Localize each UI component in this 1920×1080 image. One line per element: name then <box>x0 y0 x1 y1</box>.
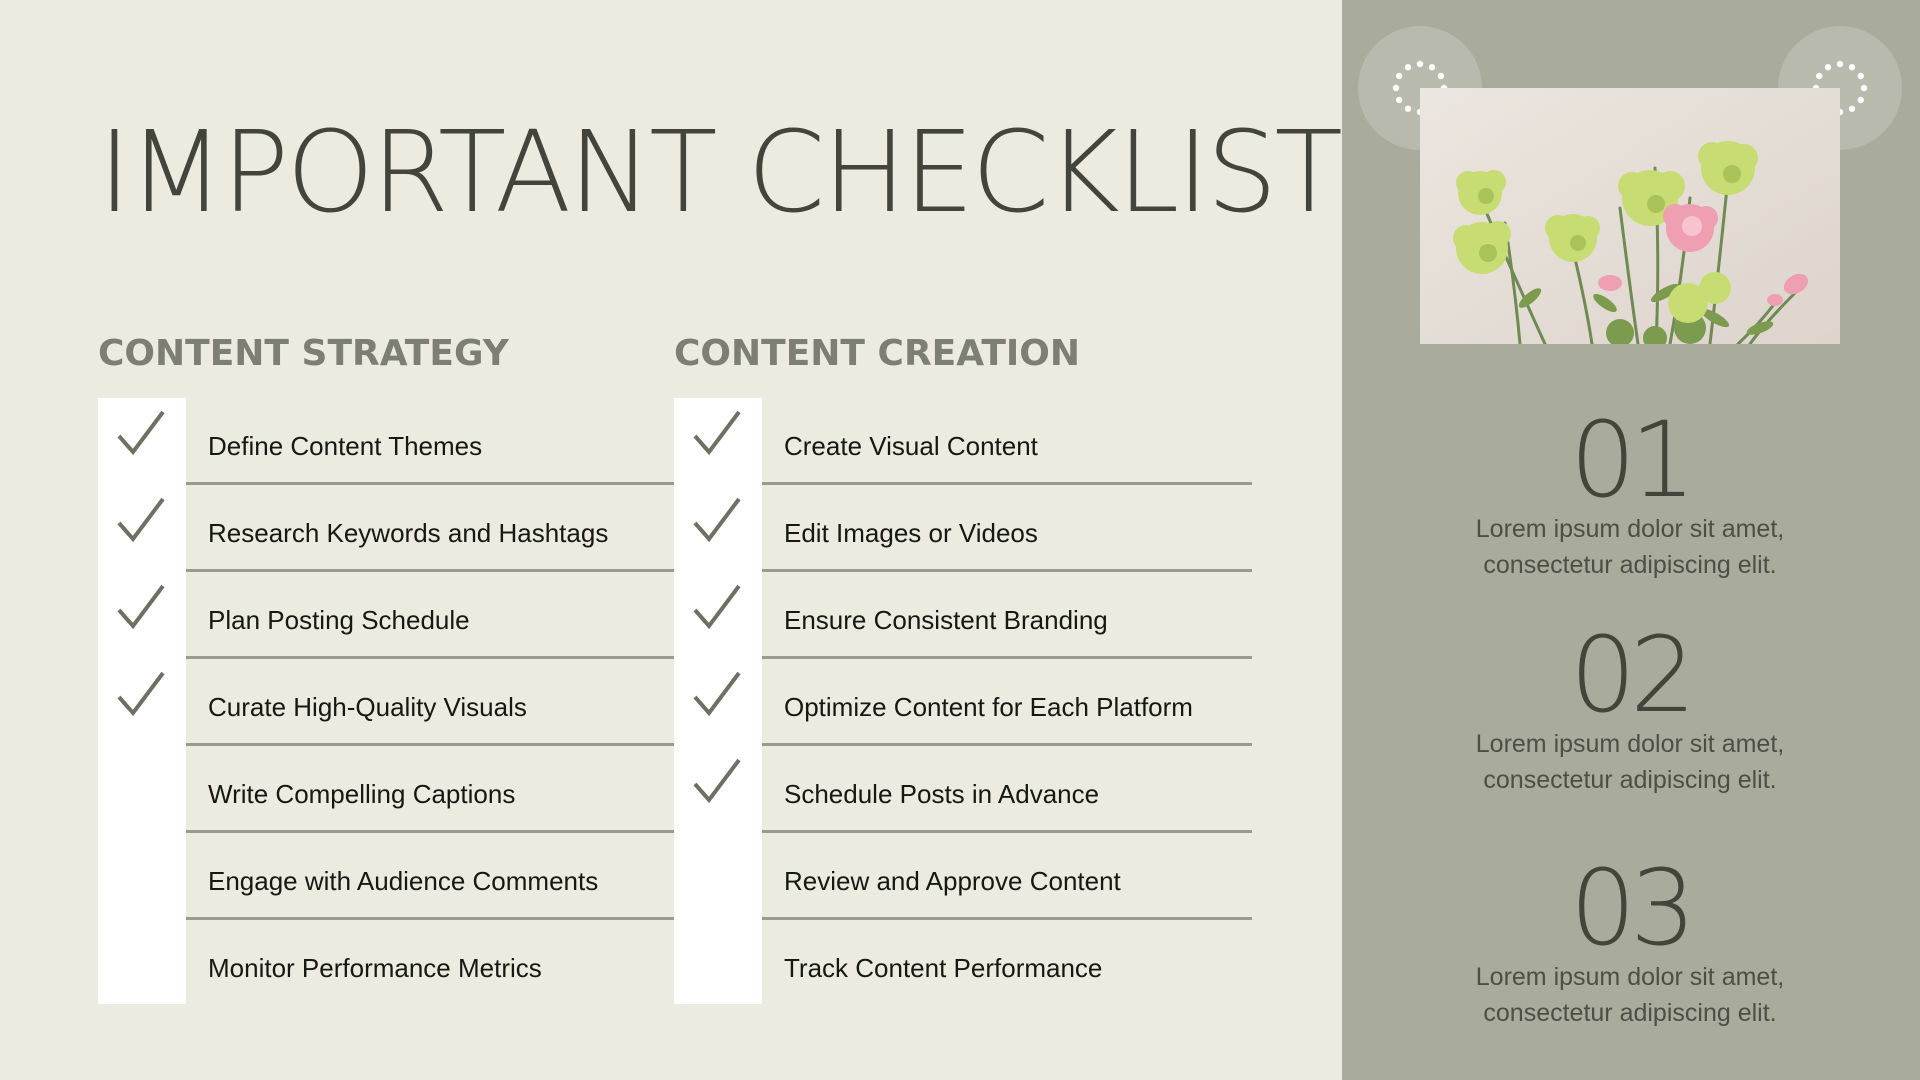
checkbox[interactable] <box>674 920 762 1004</box>
checklist-item-label: Ensure Consistent Branding <box>784 605 1108 635</box>
checklist-row <box>674 833 1252 920</box>
checkbox[interactable] <box>98 398 186 485</box>
checkbox[interactable] <box>98 485 186 572</box>
checklist-row <box>98 833 676 920</box>
step-item <box>1400 847 1860 1032</box>
step-description-line: consectetur adipiscing elit. <box>1483 551 1777 579</box>
step-description-line: consectetur adipiscing elit. <box>1483 999 1777 1027</box>
checkbox[interactable] <box>98 920 186 1004</box>
content-strategy-column <box>98 328 676 1004</box>
column-heading: CONTENT CREATION <box>674 333 1081 374</box>
checklist-item-label: Track Content Performance <box>784 953 1103 983</box>
checkbox[interactable] <box>674 572 762 659</box>
step-number: 03 <box>1569 847 1691 969</box>
checklist-row <box>98 572 676 659</box>
step-item <box>1400 399 1860 584</box>
checkmark-icon <box>692 408 744 460</box>
checklist-item-label: Edit Images or Videos <box>784 518 1038 548</box>
step-description-line: consectetur adipiscing elit. <box>1483 766 1777 794</box>
checklist-row <box>674 398 1252 485</box>
checkbox[interactable] <box>98 572 186 659</box>
checklist-item-label: Engage with Audience Comments <box>208 866 599 896</box>
checkmark-icon <box>692 756 744 808</box>
checklist-item-label: Review and Approve Content <box>784 866 1121 896</box>
checklist-item-label: Create Visual Content <box>784 431 1038 461</box>
checkbox[interactable] <box>674 398 762 485</box>
checkmark-icon <box>116 408 168 460</box>
checklist-row <box>674 746 1252 833</box>
step-item <box>1400 614 1860 799</box>
checkbox[interactable] <box>674 746 762 833</box>
checklist-row <box>674 659 1252 746</box>
checkmark-icon <box>692 582 744 634</box>
checklist-row <box>674 485 1252 572</box>
checklist-row <box>98 485 676 572</box>
checklist-row <box>98 920 676 1004</box>
flower-photo <box>1420 88 1840 344</box>
step-description-line: Lorem ipsum dolor sit amet, <box>1475 730 1785 758</box>
checklist-item-label: Write Compelling Captions <box>208 779 516 809</box>
checkbox[interactable] <box>98 746 186 833</box>
checklist-row <box>674 572 1252 659</box>
checklist-item-label: Plan Posting Schedule <box>208 605 470 635</box>
checkmark-icon <box>116 495 168 547</box>
checklist-row <box>98 659 676 746</box>
checkmark-icon <box>692 669 744 721</box>
step-description-line: Lorem ipsum dolor sit amet, <box>1475 515 1785 543</box>
checklist-item-label: Monitor Performance Metrics <box>208 953 542 983</box>
checklist-item-label: Curate High-Quality Visuals <box>208 692 527 722</box>
carnation-illustration <box>1420 88 1840 344</box>
checkbox[interactable] <box>98 833 186 920</box>
checkbox[interactable] <box>674 833 762 920</box>
checklist-row <box>98 398 676 485</box>
checklist-item-label: Research Keywords and Hashtags <box>208 518 609 548</box>
checklist-item-label: Define Content Themes <box>208 431 483 461</box>
step-number: 02 <box>1569 614 1691 736</box>
step-number: 01 <box>1569 399 1691 521</box>
checkmark-icon <box>116 582 168 634</box>
checklist-item-label: Optimize Content for Each Platform <box>784 692 1193 722</box>
page-title: IMPORTANT CHECKLIST <box>98 108 1340 238</box>
checkmark-icon <box>692 495 744 547</box>
checklist-row <box>98 746 676 833</box>
content-creation-column <box>674 328 1252 1004</box>
checklist-item-label: Schedule Posts in Advance <box>784 779 1100 809</box>
checkbox[interactable] <box>98 659 186 746</box>
checkbox[interactable] <box>674 485 762 572</box>
column-heading: CONTENT STRATEGY <box>98 333 509 374</box>
checklist-row <box>674 920 1252 1004</box>
step-description-line: Lorem ipsum dolor sit amet, <box>1475 963 1785 991</box>
checkbox[interactable] <box>674 659 762 746</box>
checkmark-icon <box>116 669 168 721</box>
